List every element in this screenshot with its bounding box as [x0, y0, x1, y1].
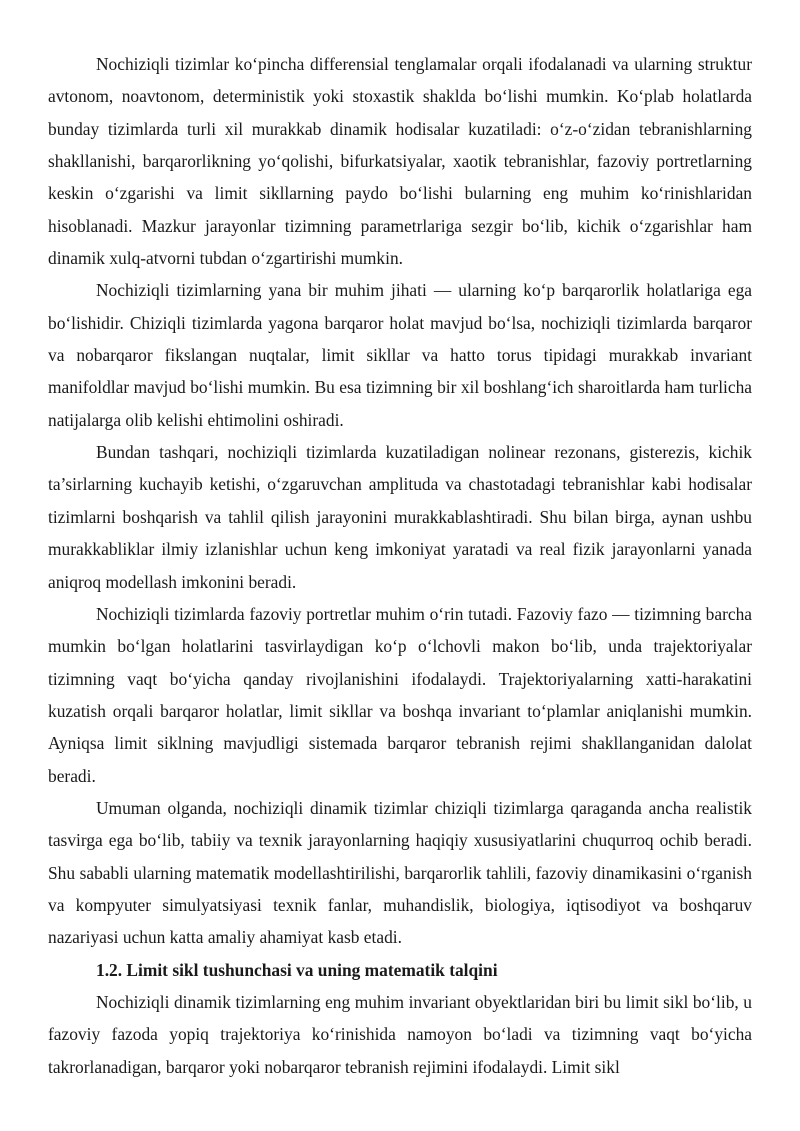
paragraph: Nochiziqli tizimlarda fazoviy portretlar muhim o‘rin tutadi. Fazoviy fazo — tizimning barcha mumkin bo‘lgan holatlarini tasvirlaydigan ko‘p o‘lchovli makon bo‘lib, unda trajektoriyalar tizimning vaqt bo‘yicha qanday rivojlanishini ifodalaydi. Trajektoriyalarning xatti-harakatini kuzatish orqali barqaror holatlar, limit sikllar va boshqa invariant to‘plamlar aniqlanishi mumkin. Ayniqsa limit siklning mavjudligi sistemada barqaror tebranish rejimi shakllanganidan dalolat beradi. — [48, 603, 752, 786]
section-heading: 1.2. Limit sikl tushunchasi va uning matematik talqini — [96, 959, 498, 980]
document-page — [48, 48, 752, 1083]
paragraph: Bundan tashqari, nochiziqli tizimlarda kuzatiladigan nolinear rezonans, gisterezis, kichik ta’sirlarning kuchayib ketishi, o‘zgaruvchan amplituda va chastotadagi tebranishlar kabi hodisalar tizimlarni boshqarish va tahlil qilish jarayonini murakkablashtiradi. Shu bilan birga, aynan ushbu murakkabliklar ilmiy izlanishlar uchun keng imkoniyat yaratadi va real fizik jarayonlarni yanada aniqroq modellash imkonini beradi. — [48, 442, 752, 592]
paragraph: Nochiziqli tizimlar ko‘pincha differensial tenglamalar orqali ifodalanadi va ularning struktur avtonom, noavtonom, deterministik yoki stoxastik shaklda bo‘lishi mumkin. Ko‘plab holatlarda bunday tizimlarda turli xil murakkab dinamik hodisalar kuzatiladi: o‘z-o‘zidan tebranishlarning shakllanishi, barqarorlikning yo‘qolishi, bifurkatsiyalar, xaotik tebranishlar, fazoviy portretlarning keskin o‘zgarishi va limit sikllarning paydo bo‘lishi bularning eng muhim ko‘rinishlaridan hisoblanadi. Mazkur jarayonlar tizimning parametrlariga sezgir bo‘lib, kichik o‘zgarishlar ham dinamik xulq-atvorni tubdan o‘zgartirishi mumkin. — [48, 54, 752, 269]
paragraph: Nochiziqli tizimlarning yana bir muhim jihati — ularning ko‘p barqarorlik holatlariga ega bo‘lishidir. Chiziqli tizimlarda yagona barqaror holat mavjud bo‘lsa, nochiziqli tizimlarda barqaror va nobarqaror fikslangan nuqtalar, limit sikllar va hatto torus tipidagi murakkab invariant manifoldlar mavjud bo‘lishi mumkin. Bu esa tizimning bir xil boshlang‘ich sharoitlarda ham turlicha natijalarga olib kelishi ehtimolini oshiradi. — [48, 280, 752, 430]
paragraph-continued: Nochiziqli dinamik tizimlarning eng muhim invariant obyektlaridan biri bu limit sikl bo‘lib, u fazoviy fazoda yopiq trajektoriya ko‘rinishida namoyon bo‘ladi va tizimning vaqt bo‘yicha takrorlanadigan, barqaror yoki nobarqaror tebranish rejimini ifodalaydi. Limit sikl — [48, 991, 752, 1077]
paragraph: Umuman olganda, nochiziqli dinamik tizimlar chiziqli tizimlarga qaraganda ancha realistik tasvirga ega bo‘lib, tabiiy va texnik jarayonlarning haqiqiy xususiyatlarini chuqurroq ochib beradi. Shu sababli ularning matematik modellashtirilishi, barqarorlik tahlili, fazoviy dinamikasini o‘rganish va kompyuter simulyatsiyasi texnik fanlar, muhandislik, biologiya, iqtisodiyot va boshqaruv nazariyasi uchun katta amaliy ahamiyat kasb etadi. — [48, 797, 752, 948]
